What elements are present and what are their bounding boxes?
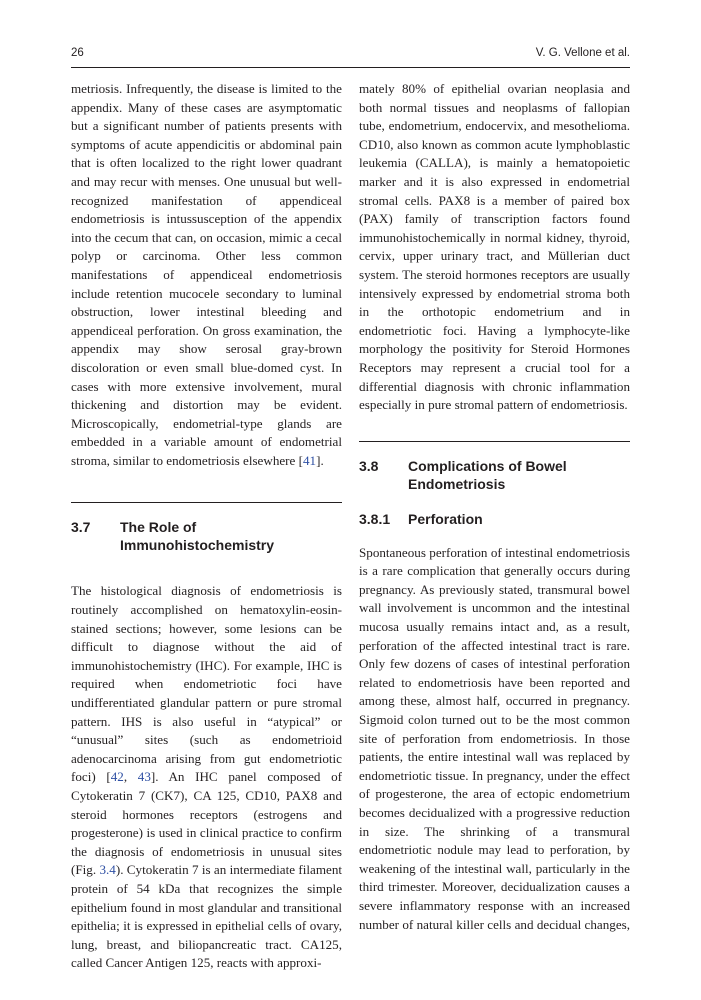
section-number: 3.7 [71, 519, 91, 536]
section-title: The Role of Immunohistochemistry [120, 519, 275, 554]
citation-link-41[interactable]: 41 [303, 452, 317, 468]
running-head-authors: V. G. Vellone et al. [535, 47, 630, 59]
section-heading-3-7 [71, 502, 342, 554]
section-heading-3-8 [359, 441, 630, 493]
citation-link-42[interactable]: 42 [110, 769, 124, 785]
immunohistochemistry-paragraph [71, 582, 342, 972]
right-column [359, 80, 630, 934]
paragraph-text: metriosis. Infrequently, the disease is limited to the appendix. Many of these cases are asymptomatic but a significant number of patients presents with symptoms of acute appendicitis or abdominal pain that is often localized to the right lower quadrant and may recur with menses. One unusual but well-recognized manifestation of appendiceal endometriosis is intussusception of the appendix into the cecum that can, on occasion, mimic a cecal polyp or carcinoma. Other less common manifestations of appendiceal endometriosis include retention mucocele secondary to luminal obstruction, lower intestinal bleeding and appendiceal perforation. On gross examination, the appendix may show serosal gray-brown discoloration or even small blue-domed cyst. In cases with more extensive involvement, mural thickening and distortion may be evident. Microscopically, endometrial-type glands are embedded in a variable amount of endometrial stroma, similar to endometriosis elsewhere [ [71, 81, 342, 468]
citation-link-43[interactable]: 43 [137, 769, 151, 785]
section-title: Complications of Bowel Endometriosis [408, 457, 567, 492]
running-head [71, 47, 630, 68]
left-column [71, 80, 342, 973]
paragraph-text: ]. [316, 452, 324, 468]
subsection-title: Perforation [408, 510, 483, 527]
perforation-paragraph: Spontaneous perforation of intestinal endometriosis is a rare complication that generally occurs during pregnancy. As previously stated, transmural bowel wall involvement is uncommon and the intestinal mucosa usually remains intact and, as a result, perforation of the affected intestinal tract is rare. Only few dozens of cases of intestinal perforation related to endometriosis have been reported and among these, almost half, occurred in pregnancy. Sigmoid colon turned out to be the most common site of perforation from endometriosis. In those patients, the entire intestinal wall was replaced by endometriotic tissue. In pregnancy, under the effect of progesterone, the area of ectopic endometrium becomes decidualized with a progressive reduction in size. The shrinking of a transmural endometriotic nodule may lead to perforation, by weakening of the intestinal wall, particularly in the third trimester. Moreover, decidualization causes a severe inflammatory response with an increased number of natural killer cells and decidual changes, [359, 544, 630, 932]
subsection-heading-3-8-1 [359, 510, 630, 528]
paragraph-text: The histological diagnosis of endometriosis is routinely accomplished on hematoxylin-eosin-stained sections; however, some lesions can be difficult to diagnose without the aid of immunohistochemistry (IHC). For example, IHC is required when endometriotic foci have undifferentiated glandular pattern or pure stromal pattern. IHS is also useful in “atypical” or “unusual” sites (such as endometrioid adenocarcinoma arising from gut endometriotic foci) [ [71, 583, 342, 785]
figure-link-3-4[interactable]: 3.4 [99, 862, 116, 878]
section-number: 3.8 [359, 457, 379, 474]
ihc-markers-paragraph: mately 80% of epithelial ovarian neoplasia and both normal tissues and neoplasms of fallopian tube, endometrium, endocervix, and mesothelioma. CD10, also known as common acute lymphoblastic leukemia (CALLA), is mainly a hematopoietic marker and it is also expressed in endometrial stromal cells. PAX8 is a member of paired box (PAX) family of transcription factors found immunohistochemically in normal kidney, thyroid, cervix, upper urinary tract, and Müllerian duct system. The steroid hormones receptors are usually intensively expressed by endometrial stroma both in the orthotopic endometrium and in endometriotic foci. Having a lymphocyte-like morphology the positivity for Steroid Hormones Receptors may represent a crucial tool for a differential diagnosis with chronic inflammation especially in pure stromal pattern of endometriosis. [359, 81, 630, 413]
paragraph-text: ]. An IHC panel composed of Cytokeratin 7 (CK7), CA 125, CD10, PAX8 and steroid hormones receptors (estrogens and progesterone) is used in clinical practice to confirm the diagnosis of endometriosis in unusual sites (Fig. [71, 769, 343, 878]
subsection-number: 3.8.1 [359, 510, 391, 527]
appendiceal-endometriosis-paragraph [71, 80, 342, 470]
page-number: 26 [71, 47, 84, 59]
paragraph-text: ). Cytokeratin 7 is an intermediate filament protein of 54 kDa that recognizes the simple epithelium found in most glandular and transitional epithelia; it is expressed in epithelial cells of ovary, lung, breast, and biliopancreatic tract. CA125, called Cancer Antigen 125, reacts with approxi- [71, 862, 343, 971]
citation-separator: , [123, 769, 138, 785]
